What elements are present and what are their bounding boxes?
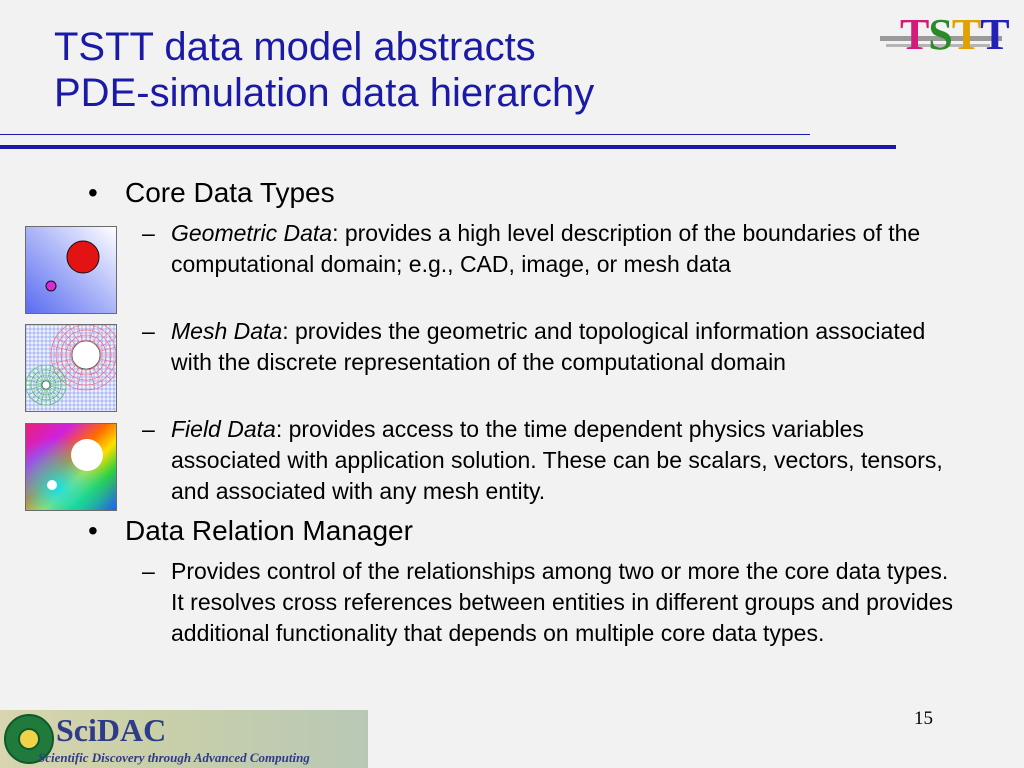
- subitem-description: Provides control of the relationships among two or more the core data types. It resolves cross references between entities in different groups and provides additional functionality that depends on multiple core data types.: [171, 558, 953, 646]
- title-line-1: TSTT data model abstracts: [54, 25, 536, 69]
- logo-letter-4: T: [980, 10, 1009, 59]
- bullet-label: Data Relation Manager: [125, 515, 413, 546]
- scidac-tagline: Scientific Discovery through Advanced Computing: [38, 750, 310, 765]
- subitem-term: Mesh Data: [171, 318, 283, 344]
- bullet-label: Core Data Types: [125, 177, 335, 208]
- dash-glyph: –: [142, 558, 155, 584]
- bullet-glyph: •: [88, 177, 98, 208]
- field-data-thumbnail: [25, 423, 117, 511]
- subitem-description: : provides access to the time dependent physics variables associated with application solution. These can be scalars, vectors, tensors, and associated with any mesh entity.: [171, 416, 943, 504]
- geometric-data-thumbnail: [25, 226, 117, 314]
- title-rule-thick: [0, 145, 896, 149]
- bullet-glyph: •: [88, 515, 98, 546]
- title-rule-thin: [0, 134, 810, 135]
- subitem-description: : provides the geometric and topological information associated with the discrete representation of the computational domain: [171, 318, 926, 375]
- logo-letters: [900, 10, 1009, 60]
- logo-letter-2: S: [928, 10, 952, 59]
- slide-title: [54, 24, 594, 116]
- page-number: 15: [914, 708, 933, 729]
- scidac-logo: [0, 710, 368, 768]
- subitem-text: [171, 414, 961, 507]
- scidac-wordmark: SciDAC: [56, 712, 167, 748]
- subitem-term: Geometric Data: [171, 220, 333, 246]
- dash-glyph: –: [142, 318, 155, 344]
- logo-letter-3: T: [951, 10, 981, 59]
- dash-glyph: –: [142, 416, 155, 442]
- title-line-2: PDE-simulation data hierarchy: [54, 71, 595, 115]
- subitem-text: [171, 218, 961, 280]
- subitem-text: [171, 316, 961, 378]
- tstt-logo: [880, 10, 1010, 70]
- dash-glyph: –: [142, 220, 155, 246]
- logo-letter-1: T: [900, 10, 929, 59]
- subitem-description: : provides a high level description of the boundaries of the computational domain; e.g., CAD, image, or mesh data: [171, 220, 921, 277]
- mesh-data-thumbnail: [25, 324, 117, 412]
- subitem-term: Field Data: [171, 416, 276, 442]
